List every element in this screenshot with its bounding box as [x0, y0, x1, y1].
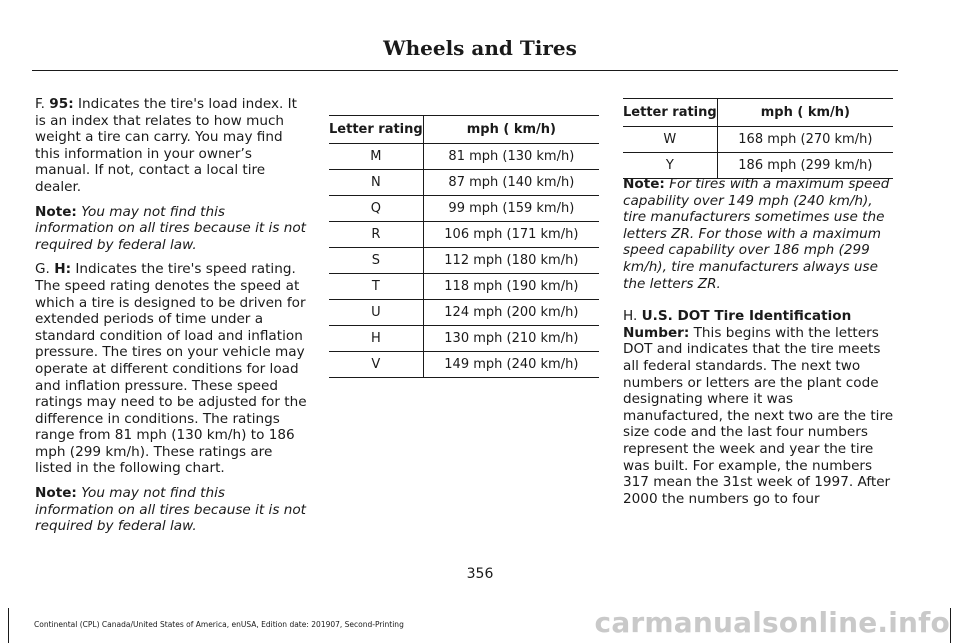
crop-mark-left [8, 608, 9, 643]
speed-cell: 106 mph (171 km/h) [423, 222, 599, 248]
speed-cell: 168 mph (270 km/h) [717, 127, 893, 153]
table-row [329, 196, 599, 222]
speed-cell: 118 mph (190 km/h) [423, 274, 599, 300]
letter-cell: U [329, 300, 423, 326]
footer-edition-info: Continental (CPL) Canada/United States of America, enUSA, Edition date: 201907, Second-Printing [34, 620, 404, 629]
table-row [329, 248, 599, 274]
load-index-term: 95: [49, 96, 74, 112]
crop-mark-right [950, 608, 951, 643]
speed-cell: 99 mph (159 km/h) [423, 196, 599, 222]
note-text: You may not find this information on all tires because it is not required by federal law. [35, 203, 306, 253]
note-zr-rating [623, 176, 896, 292]
speed-cell: 124 mph (200 km/h) [423, 300, 599, 326]
paragraph-load-index [35, 96, 307, 196]
item-letter-g: G. [35, 261, 55, 278]
left-column [35, 96, 307, 543]
table-row [329, 300, 599, 326]
speed-cell: 112 mph (180 km/h) [423, 248, 599, 274]
speed-rating-description: Indicates the tire's speed rating. The speed rating denotes the speed at which a tire is designed to be driven for extended periods of time under a standard condition of load and inflation pressure. The tires on your vehicle may operate at different conditions for load and inflation pressure. These speed ratings may need to be adjusted for the difference in conditions. The ratings range from 81 mph (130 km/h) to 186 mph (299 km/h). These ratings are listed in the following chart. [35, 261, 307, 477]
item-letter-f: F. [35, 96, 50, 112]
note-label: Note: [35, 203, 77, 220]
speed-cell: 130 mph (210 km/h) [423, 326, 599, 352]
letter-cell: H [329, 326, 423, 352]
note-load-index [35, 204, 307, 254]
table-row [623, 153, 893, 179]
speed-cell: 81 mph (130 km/h) [423, 144, 599, 170]
note-text: For tires with a maximum speed capability over 149 mph (240 km/h), tire manufacturers sometimes use the letters ZR. For those with a maximum speed capability over 186 mph (299 km/h), tire manufacturers always use the letters ZR. [623, 176, 890, 292]
letter-cell: Q [329, 196, 423, 222]
letter-cell: S [329, 248, 423, 274]
table-row [329, 274, 599, 300]
column-header-letter-rating: Letter rating [329, 116, 423, 144]
speed-rating-table-continued [623, 98, 893, 179]
note-label: Note: [623, 176, 665, 192]
column-header-speed: mph ( km/h) [423, 116, 599, 144]
speed-rating-term: H: [54, 261, 72, 278]
table-row [329, 222, 599, 248]
watermark: carmanualsonline.info [594, 606, 950, 639]
table-row [329, 326, 599, 352]
page-number: 356 [466, 566, 494, 582]
dot-number-description: This begins with the letters DOT and indicates that the tire meets all federal standards. The next two numbers or letters are the plant code designating where it was manufactured, the next two are the tire size code and the last four numbers represent the week and year the tire was built. For example, the numbers 317 mean the 31st week of 1997. After 2000 the numbers go to four [623, 324, 894, 507]
table-row [329, 144, 599, 170]
table-row [623, 127, 893, 153]
load-index-description: Indicates the tire's load index. It is an index that relates to how much weight a tire can carry. You may find this information in your owner’s manual. If not, contact a local tire dealer. [35, 96, 297, 195]
table-row [329, 170, 599, 196]
header-divider [32, 70, 898, 71]
column-header-speed: mph ( km/h) [717, 99, 893, 127]
note-label: Note: [35, 485, 77, 502]
speed-cell: 87 mph (140 km/h) [423, 170, 599, 196]
note-speed-rating [35, 485, 307, 535]
letter-cell: R [329, 222, 423, 248]
speed-rating-table [329, 115, 599, 378]
item-letter-h: H. [623, 308, 642, 325]
table-row [329, 352, 599, 378]
letter-cell: N [329, 170, 423, 196]
right-column [623, 176, 896, 515]
speed-cell: 149 mph (240 km/h) [423, 352, 599, 378]
table-header-row [623, 99, 893, 127]
letter-cell: W [623, 127, 717, 153]
note-text: You may not find this information on all tires because it is not required by federal law. [35, 485, 306, 535]
speed-cell: 186 mph (299 km/h) [717, 153, 893, 179]
paragraph-speed-rating [35, 261, 307, 477]
letter-cell: M [329, 144, 423, 170]
letter-cell: T [329, 274, 423, 300]
column-header-letter-rating: Letter rating [623, 99, 717, 127]
dot-number-term: U.S. DOT Tire Identification Number: [623, 308, 852, 341]
page-title: Wheels and Tires [383, 36, 577, 60]
letter-cell: V [329, 352, 423, 378]
paragraph-dot-number [623, 308, 896, 507]
table-header-row [329, 116, 599, 144]
letter-cell: Y [623, 153, 717, 179]
